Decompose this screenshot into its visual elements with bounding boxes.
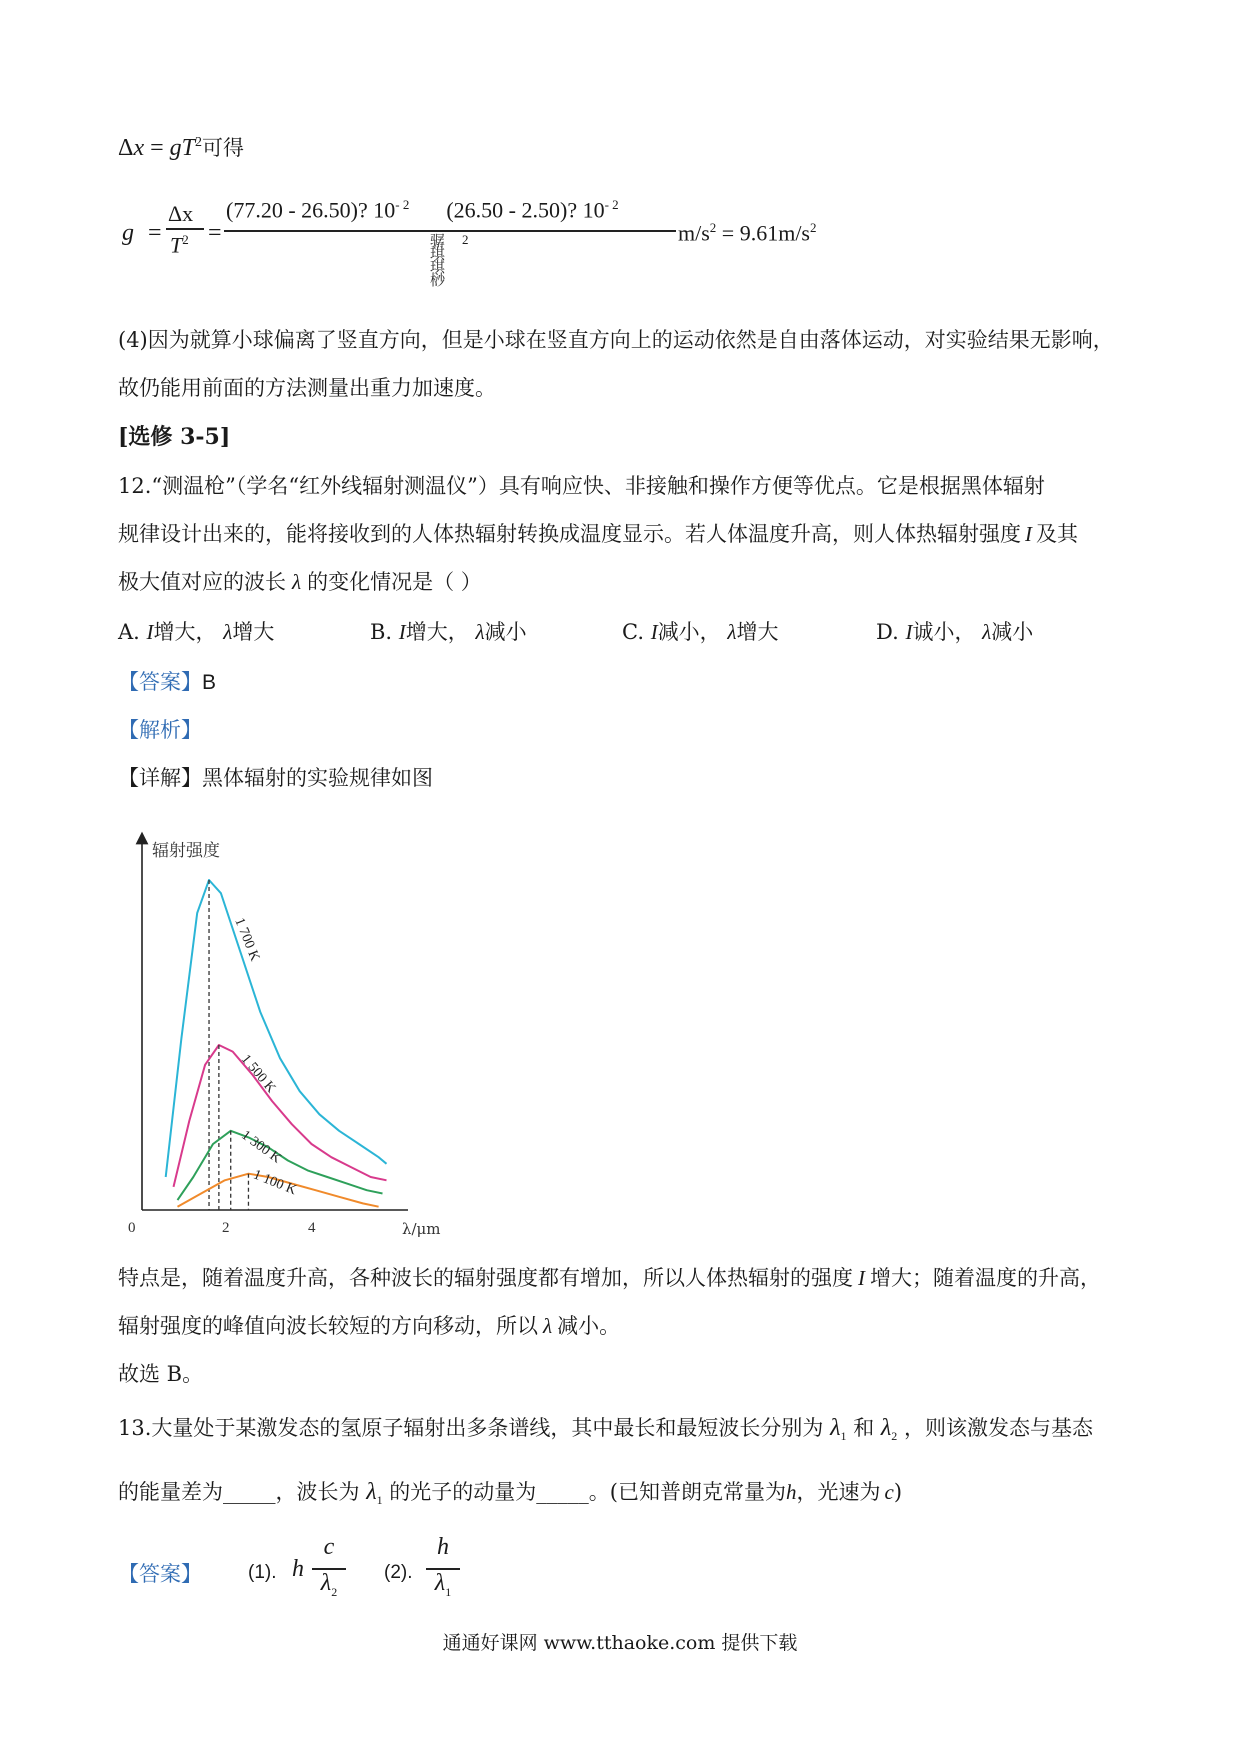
analysis-tag: 【解析】: [118, 718, 202, 742]
answer-value: B: [202, 671, 217, 694]
answer-1-numerator: c: [323, 1534, 335, 1560]
var-i: I: [146, 620, 154, 644]
section-heading: [选修 3-5]: [118, 424, 231, 450]
equation-dx-gt2: [118, 132, 244, 162]
option-a[interactable]: [118, 616, 274, 646]
var-c: c: [884, 1480, 894, 1504]
frac1-numerator: [168, 201, 193, 227]
answer-2-label: (2).: [384, 1562, 413, 1583]
q12-detail: [118, 762, 433, 792]
q13-text: ): [893, 1480, 903, 1504]
var-i: I: [858, 1266, 865, 1290]
option-text: 增大，: [153, 620, 217, 644]
var-g: g: [122, 220, 134, 246]
superscript: 2: [182, 232, 189, 247]
x-tick-4: 4: [308, 1220, 316, 1236]
superscript: 2: [462, 232, 469, 247]
paragraph-4-line1: (4)因为就算小球偏离了竖直方向，但是小球在竖直方向上的运动依然是自由落体运动，对实验结果无影响，: [118, 328, 1114, 352]
superscript: 2: [709, 220, 717, 235]
superscript: 2: [195, 135, 202, 150]
answer-1-denominator: [312, 1570, 346, 1600]
q12-line2-text: 规律设计出来的，能将接收到的人体热辐射转换成温度显示。若人体温度升高，则人体热辐射强度: [118, 522, 1021, 546]
var-i: I: [1025, 522, 1032, 546]
var-g: g: [169, 135, 182, 161]
paragraph-4-line2: 故仍能用前面的方法测量出重力加速度。: [118, 376, 496, 400]
var-h: h: [292, 1556, 304, 1582]
blackbody-radiation-chart: [118, 822, 448, 1242]
q12-line3: [118, 566, 482, 596]
curve-label: 1 300 K: [238, 1127, 284, 1167]
option-label: A.: [118, 620, 140, 644]
curve-label: 1 500 K: [237, 1051, 279, 1097]
option-c[interactable]: [622, 616, 778, 646]
subscript: 2: [331, 1584, 338, 1599]
curve-1500k: [174, 1045, 387, 1187]
option-text: 增大: [736, 620, 779, 644]
q13-text: ，则该激发态与基态: [903, 1416, 1093, 1440]
var-i: I: [398, 620, 406, 644]
expl-text: 增大；随着温度的升高，: [870, 1266, 1101, 1290]
var-lambda: λ: [292, 570, 302, 594]
q12-explanation-line1: [118, 1262, 1101, 1292]
frac2-bar: [224, 230, 676, 232]
option-b[interactable]: [370, 616, 527, 646]
superscript: - 2: [604, 197, 619, 212]
x-tick-0: 0: [128, 1220, 136, 1236]
q13-line2: [118, 1476, 902, 1508]
answer-tag: 【答案】: [118, 1562, 202, 1586]
q13-text: ，光速为: [796, 1480, 881, 1504]
q13-text: 13.大量处于某激发态的氢原子辐射出多条谱线，其中最长和最短波长分别为: [118, 1416, 824, 1440]
frac1-bar: [166, 228, 204, 230]
numerator-left: (77.20 - 26.50)? 10: [226, 197, 396, 223]
result-value: = 9.61m/s: [716, 220, 810, 246]
unit: m/s: [678, 220, 710, 246]
equals-1: =: [148, 220, 162, 246]
var-lambda: λ: [982, 620, 992, 644]
var-t: T: [170, 232, 183, 258]
expl-text: 辐射强度的峰值向波长较短的方向移动，所以: [118, 1314, 538, 1338]
numerator-right: (26.50 - 2.50)? 10: [446, 197, 605, 223]
q12-line3-end: 的变化情况是（ ）: [307, 570, 482, 594]
q12-line1: 12.“测温枪”（学名“红外线辐射测温仪”）具有响应快、非接触和操作方便等优点。它是根据黑体辐射: [118, 474, 1045, 498]
subscript: 2: [891, 1429, 898, 1444]
option-label: C.: [622, 620, 644, 644]
x-tick-2: 2: [222, 1220, 230, 1236]
var-lambda: λ: [434, 1570, 446, 1596]
superscript: 2: [810, 220, 817, 235]
var-x: x: [133, 135, 145, 161]
delta-symbol: Δ: [118, 135, 134, 161]
subscript: 1: [445, 1584, 452, 1599]
q12-conclusion: 故选 B。: [118, 1362, 204, 1386]
expl-text: 减小。: [557, 1314, 621, 1338]
var-lambda1: λ: [366, 1479, 377, 1505]
answer-2-denominator: [426, 1570, 460, 1600]
q12-answer: [118, 666, 216, 696]
var-i: I: [905, 620, 913, 644]
curve-1700k: [166, 880, 387, 1177]
frac1-denominator: [170, 232, 189, 258]
option-text: 减小: [991, 620, 1034, 644]
q12-line2: [118, 518, 1078, 548]
option-label: D.: [876, 620, 899, 644]
detail-text: 黑体辐射的实验规律如图: [202, 766, 433, 790]
option-text: 减小，: [657, 620, 721, 644]
option-text: 诚小，: [912, 620, 976, 644]
q13-text: 的光子的动量为_____。(已知普朗克常量为: [389, 1480, 786, 1504]
x-axis-label: λ/μm: [402, 1220, 441, 1238]
curve-label: 1 700 K: [231, 915, 263, 964]
answer-1-label: (1).: [248, 1562, 277, 1583]
subscript: 1: [376, 1493, 383, 1508]
q12-line2-end: 及其: [1036, 522, 1078, 546]
option-d[interactable]: [876, 616, 1033, 646]
var-lambda: λ: [320, 1570, 332, 1596]
y-axis-label: 辐射强度: [152, 841, 220, 861]
var-lambda: λ: [475, 620, 485, 644]
q13-text: 和: [853, 1416, 875, 1440]
result: [678, 220, 817, 246]
q12-line3-text: 极大值对应的波长: [118, 570, 286, 594]
var-lambda: λ: [223, 620, 233, 644]
var-lambda: λ: [727, 620, 737, 644]
option-text: 增大: [232, 620, 275, 644]
page-footer: 通通好课网 www.tthaoke.com 提供下载: [442, 1632, 798, 1654]
var-lambda: λ: [543, 1314, 553, 1338]
equals-2: =: [208, 220, 222, 246]
var-t: T: [181, 135, 195, 161]
var-lambda1: λ: [830, 1415, 841, 1441]
q13-text: 的能量差为_____，波长为: [118, 1480, 360, 1504]
var-lambda2: λ: [880, 1415, 892, 1441]
eq1-suffix: 可得: [202, 136, 244, 160]
denominator-garbled: 骣 琪 琪 桫: [430, 232, 446, 289]
option-label: B.: [370, 620, 393, 644]
subscript: 1: [840, 1429, 847, 1444]
q13-line1: [118, 1412, 1093, 1444]
option-text: 增大，: [405, 620, 469, 644]
equals: =: [144, 135, 170, 161]
q12-explanation-line2: [118, 1310, 620, 1340]
var-i: I: [650, 620, 658, 644]
detail-tag: 【详解】: [118, 766, 202, 790]
expl-text: 特点是，随着温度升高，各种波长的辐射强度都有增加，所以人体热辐射的强度: [118, 1266, 853, 1290]
option-text: 减小: [484, 620, 527, 644]
answer-2-numerator: h: [437, 1534, 449, 1560]
frac2-numerator: [226, 197, 619, 223]
var-h: h: [785, 1480, 797, 1504]
delta-x: Δx: [168, 201, 194, 226]
curve-label: 1 100 K: [250, 1167, 299, 1199]
answer-tag: 【答案】: [118, 670, 202, 694]
superscript: - 2: [395, 197, 410, 212]
